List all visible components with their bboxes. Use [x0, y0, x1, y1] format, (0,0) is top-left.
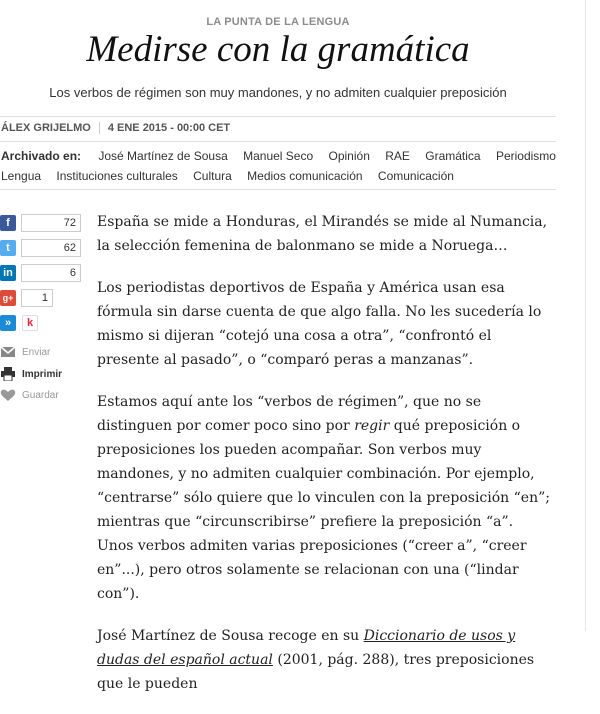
tag-link[interactable]: Lengua: [1, 169, 42, 183]
divider: [0, 116, 556, 117]
paragraph: [97, 390, 552, 606]
paragraph: España se mide a Honduras, el Mirandés se mide al Numancia, la selección femenina de balonmano se mide a Noruega…: [97, 214, 548, 254]
archived-label: Archivado en:: [1, 149, 82, 163]
print-icon: [0, 367, 16, 381]
share-linkedin[interactable]: [0, 264, 85, 286]
share-count: 1: [21, 289, 53, 307]
tag-link[interactable]: Comunicación: [377, 169, 454, 183]
divider: [0, 189, 556, 190]
book-title: Diccionario de usos y dudas del español actual: [97, 628, 516, 668]
tag-link[interactable]: Periodismo: [495, 149, 556, 163]
paragraph: [97, 624, 552, 696]
share-facebook[interactable]: [0, 214, 85, 236]
archived-tags: [1, 146, 557, 186]
emphasis: regir: [354, 418, 390, 434]
email-icon: [0, 345, 16, 359]
text-span: qué preposición o preposiciones los pueden acompañar. Son verbos muy mandones, y no admiten cualquier combinación. Por ejemplo, “centrarse” sólo quiere que lo vinculen con la preposición “en”; mientras que “circunscribirse” prefiere la preposición “a”. Unos verbos admiten varias preposiciones (“creer a”, “creer en”...), pero otros solamente se relacionan con una (“lindar con”).: [97, 418, 550, 602]
linkedin-icon[interactable]: in: [0, 265, 16, 281]
meneame-icon[interactable]: »: [0, 315, 16, 331]
googleplus-icon[interactable]: g+: [0, 290, 16, 306]
print-label: Imprimir: [22, 369, 63, 380]
page-subtitle: Los verbos de régimen son muy mandones, y no admiten cualquier preposición: [49, 85, 507, 100]
tag-link[interactable]: Opinión: [328, 149, 370, 163]
tag-link[interactable]: Medios comunicación: [247, 169, 363, 183]
email-label: Enviar: [22, 347, 51, 358]
share-other: [0, 314, 85, 336]
byline: [1, 122, 230, 134]
divider: [99, 122, 100, 134]
tag-link[interactable]: Gramática: [425, 149, 481, 163]
divider: [0, 141, 556, 142]
article-body: [97, 210, 552, 714]
facebook-icon[interactable]: f: [0, 215, 16, 231]
tag-link[interactable]: José Martínez de Sousa: [98, 149, 228, 163]
share-count: 6: [21, 264, 81, 282]
text-span: José Martínez de Sousa recoge en su: [97, 628, 364, 644]
section-kicker[interactable]: LA PUNTA DE LA LENGUA: [206, 16, 350, 28]
print-button[interactable]: [0, 367, 62, 383]
tag-link[interactable]: Instituciones culturales: [56, 169, 178, 183]
text-span: (2001, pág. 288), tres preposiciones que le pueden: [97, 652, 535, 692]
share-count: 72: [21, 214, 81, 232]
share-twitter[interactable]: [0, 239, 85, 261]
twitter-icon[interactable]: t: [0, 240, 16, 256]
share-count: 62: [21, 239, 81, 257]
page-title: Medirse con la gramática: [86, 29, 470, 70]
tag-link[interactable]: Manuel Seco: [243, 149, 314, 163]
email-button[interactable]: [0, 345, 50, 361]
heart-icon: [0, 388, 16, 402]
save-button[interactable]: [0, 388, 59, 404]
author-link[interactable]: ÁLEX GRIJELMO: [1, 122, 91, 134]
scrollbar[interactable]: [585, 0, 600, 631]
paragraph: Los periodistas deportivos de España y América usan esa fórmula sin darse cuenta de que algo falla. No les sucedería lo mismo si dijeran “cotejó una cosa a otra”, “confrontó el presente al pasado”, o “comparó peras a manzanas”.: [97, 280, 542, 368]
text-span: Estamos aquí ante los “verbos de régimen”, que no se distinguen por comer poco sino por: [97, 394, 482, 434]
share-googleplus[interactable]: [0, 289, 85, 311]
tag-link[interactable]: Cultura: [193, 169, 232, 183]
publish-date: 4 ENE 2015 - 00:00 CET: [107, 122, 231, 134]
save-label: Guardar: [22, 390, 59, 401]
k-icon[interactable]: k: [22, 315, 38, 331]
tag-link[interactable]: RAE: [385, 149, 410, 163]
